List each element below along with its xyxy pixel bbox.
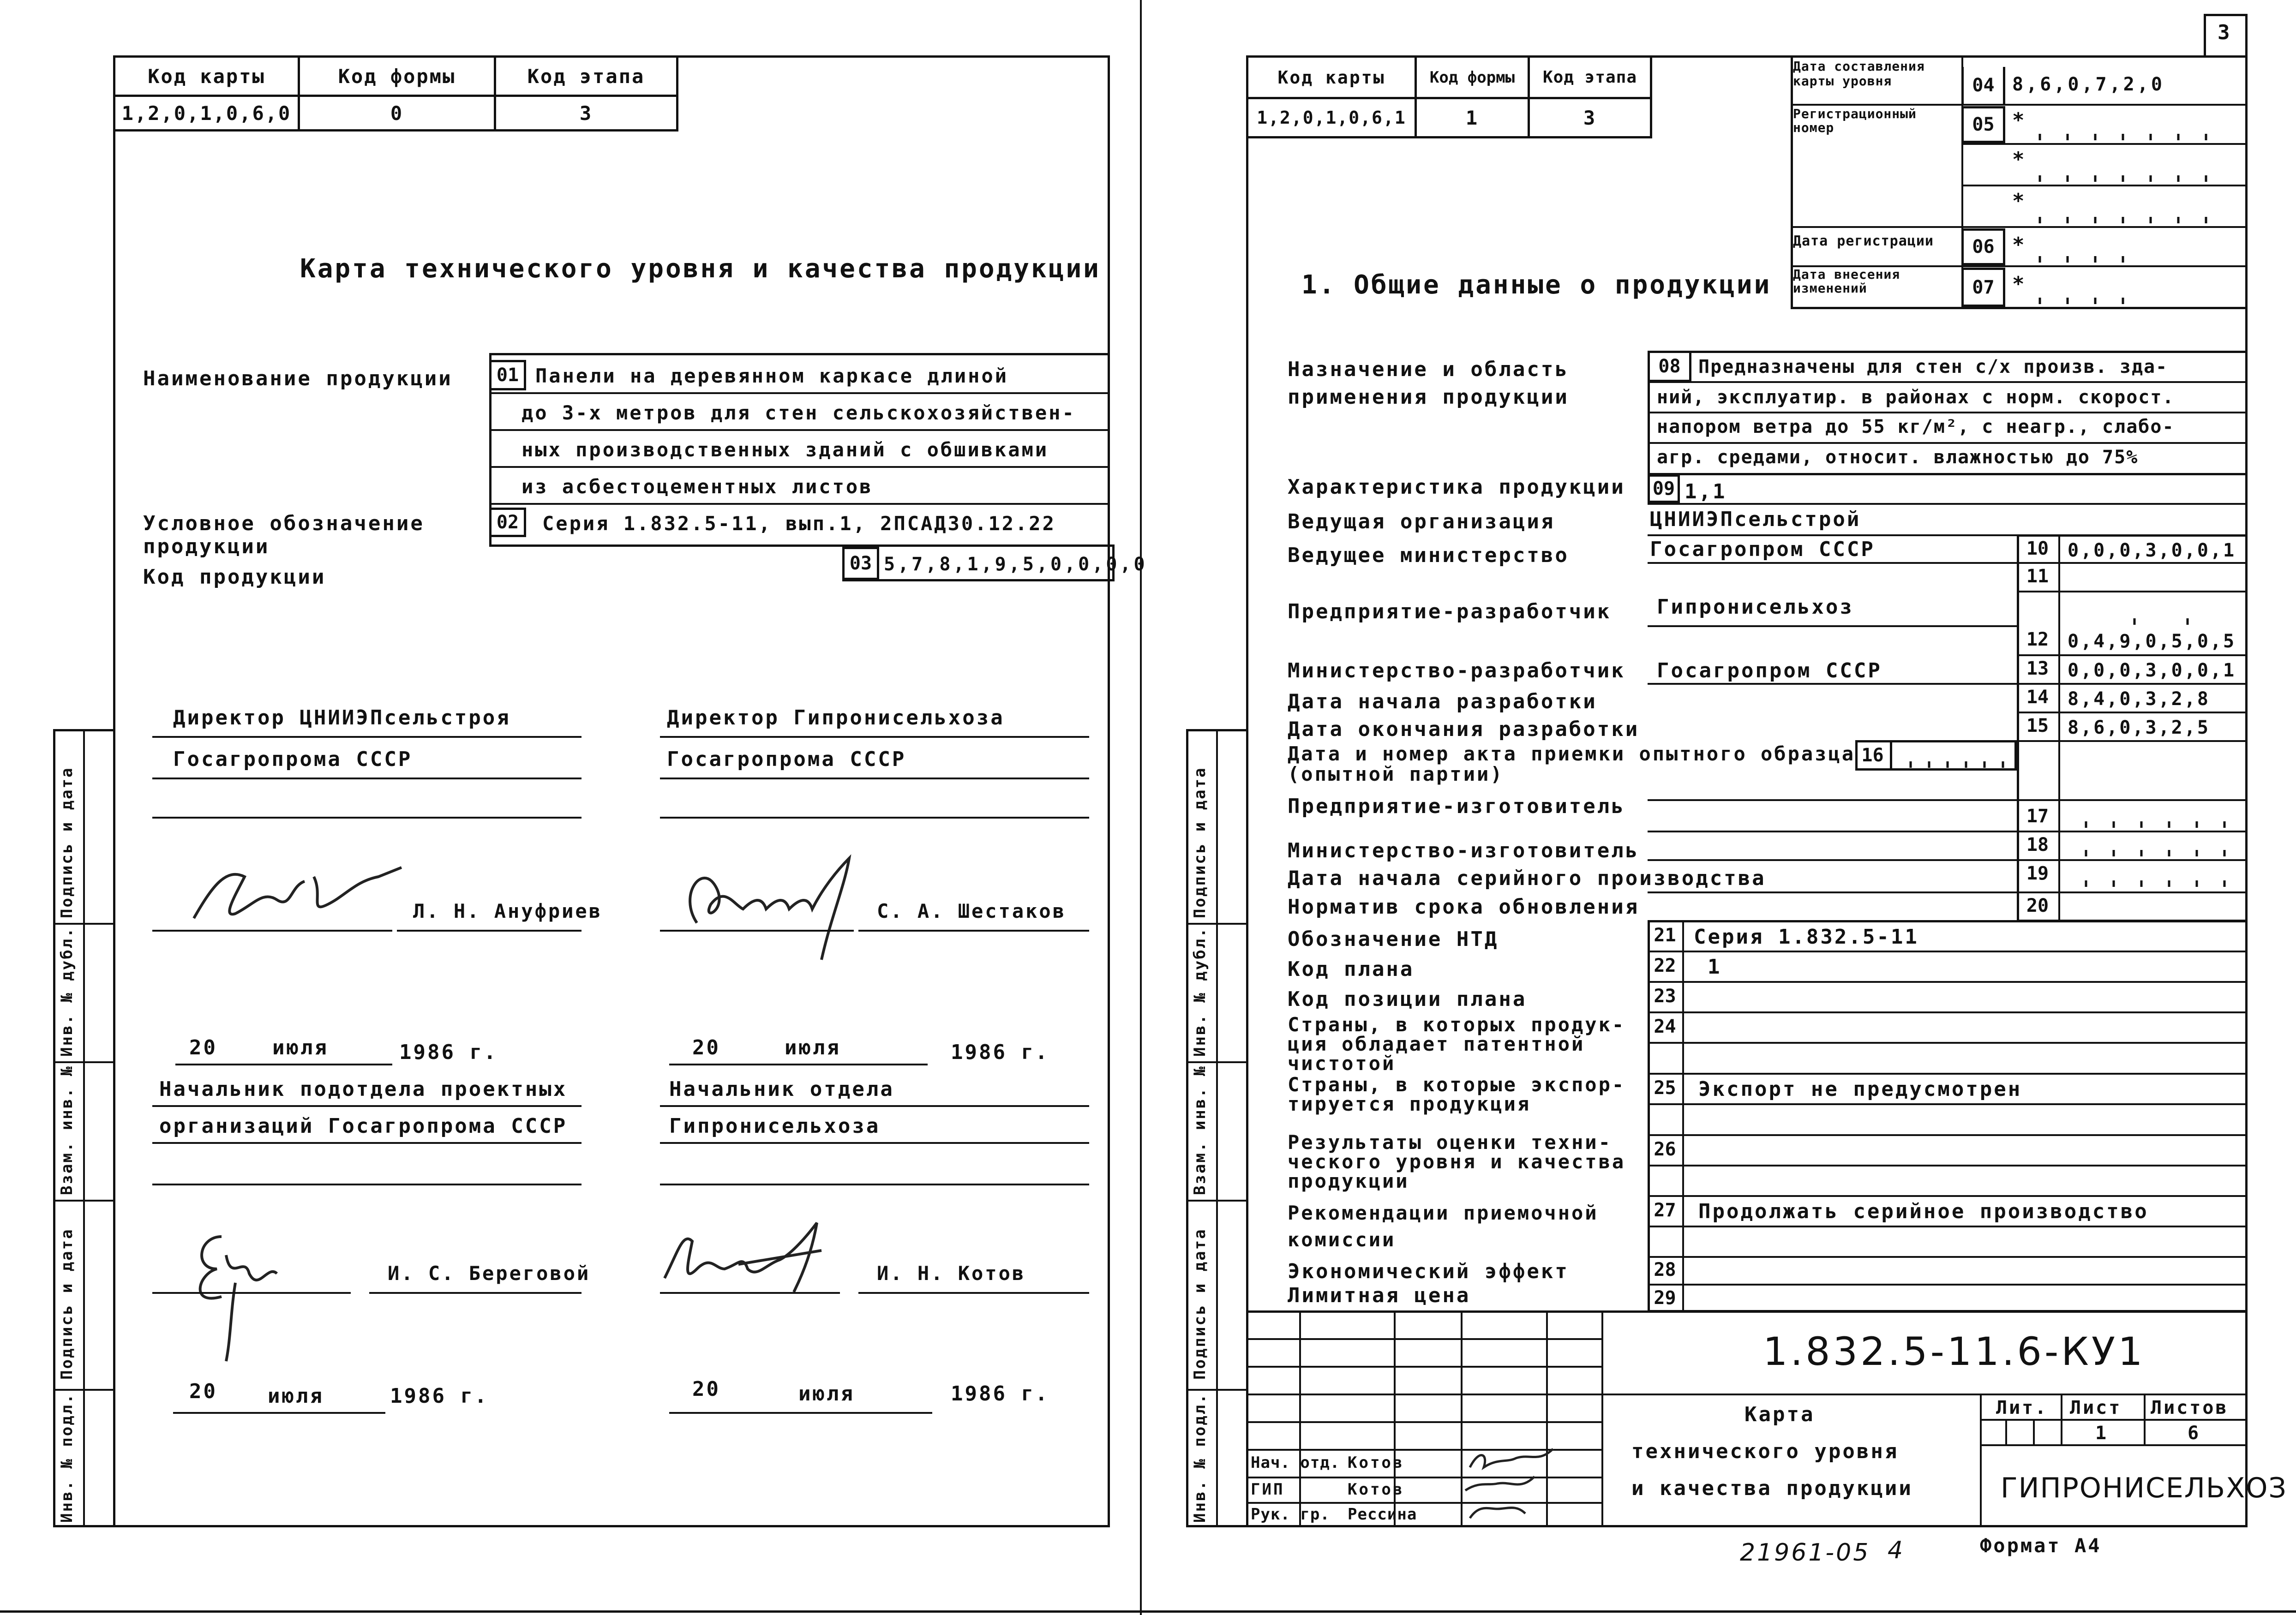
field-11-number: 11: [2026, 566, 2049, 587]
field-21-number: 21: [1654, 925, 1676, 946]
plan-value: 1: [1708, 955, 1722, 979]
field-19-number: 19: [2026, 863, 2049, 884]
reg-star-3: *: [2012, 189, 2026, 213]
field-17-number: 17: [2026, 806, 2049, 827]
ntd-value: Серия 1.832.5-11: [1694, 925, 1919, 949]
compile-date-label: Дата составления карты уровня: [1793, 59, 1925, 89]
field-04-number: 04: [1961, 67, 2005, 104]
sig4-name-rule: [858, 1292, 1089, 1294]
sig4-name: И. Н. Котов: [877, 1262, 1026, 1285]
reg-star-4: *: [2012, 233, 2026, 257]
stage-code-header: Код этапа: [494, 55, 678, 97]
sig4-title-2: Гипронисельхоза: [669, 1114, 881, 1138]
stamp-lit-h1: [1980, 1419, 2248, 1421]
reg-number-label: Регистрационный номер: [1793, 106, 1917, 135]
right-side-label-1: Инв. № подл.: [1191, 1393, 1209, 1523]
code-column-ticks: [2058, 591, 2248, 923]
date1-month: июля: [272, 1036, 329, 1059]
sig2-rule-1: [660, 736, 1089, 738]
name-rule-4: [489, 503, 1110, 505]
characteristic-value: 1,1: [1685, 480, 1727, 503]
field-22-number: 22: [1654, 955, 1676, 976]
product-name-line-4: из асбестоцементных листов: [522, 475, 873, 498]
stamp-person-3: Рессина: [1348, 1505, 1417, 1524]
field-09-number: 09: [1648, 474, 1680, 503]
purpose-rule-2: [1648, 412, 2248, 413]
date3-rule: [173, 1412, 385, 1414]
stamp-title-3: и качества продукции: [1631, 1477, 1913, 1500]
right-side-sep-4: [1186, 1389, 1248, 1391]
form-code-header: Код формы: [298, 55, 496, 97]
evaluation-label: Результаты оценки техни- ческого уровня и качества продукции: [1288, 1131, 1626, 1192]
characteristic-label: Характеристика продукции: [1288, 475, 1625, 499]
purpose-label-1: Назначение и область: [1288, 358, 1569, 381]
stamp-signatures: [1461, 1440, 1599, 1527]
product-name-line-1: Панели на деревянном каркасе длиной: [535, 365, 1009, 387]
field-16-number: 16: [1855, 740, 1892, 771]
footer-page: 4: [1888, 1537, 1905, 1564]
compile-date-value: 8,6,0,7,2,0: [2012, 74, 2165, 95]
left-side-sep-2: [53, 1061, 115, 1063]
code-rule-10: [1648, 562, 2248, 564]
row-rule-09: [1648, 503, 2248, 505]
sig2-title-1: Директор Гипронисельхоза: [667, 706, 1005, 730]
fields-21-29-box: [1648, 920, 2248, 1312]
stamp-role-2: ГИП: [1251, 1480, 1285, 1499]
f-rule-24a: [1648, 1042, 2248, 1044]
dev-start-label: Дата начала разработки: [1288, 690, 1597, 713]
format-label: Формат А4: [1980, 1534, 2102, 1557]
purpose-label-2: применения продукции: [1288, 385, 1569, 409]
left-side-sep-1: [53, 923, 115, 925]
purpose-line-3: напором ветра до 55 кг/м², с неагр., слабо-: [1657, 416, 2175, 437]
field-15-number: 15: [2026, 715, 2049, 736]
sig4-title-1: Начальник отдела: [669, 1077, 894, 1101]
export-value: Экспорт не предусмотрен: [1698, 1077, 2022, 1101]
left-side-label-1: Инв. № подл.: [58, 1393, 76, 1523]
lead-ministry-value: Госагропром СССР: [1650, 538, 1875, 561]
r-card-code-header: Код карты: [1246, 55, 1417, 99]
sig2-signature-image: [669, 844, 868, 969]
stamp-title-2: технического уровня: [1631, 1440, 1899, 1463]
renewal-label: Норматив срока обновления: [1288, 895, 1640, 919]
sig2-line: [660, 930, 854, 932]
field-12-number: 12: [2026, 629, 2049, 650]
stamp-h3: [1246, 1394, 2248, 1395]
left-side-sep-3: [53, 1200, 115, 1202]
sig1-name-rule: [397, 930, 581, 932]
field-06-number: 06: [1961, 228, 2005, 265]
symbol-value: Серия 1.832.5-11, вып.1, 2ПСАД30.12.22: [542, 512, 1056, 535]
field-18-number: 18: [2026, 834, 2049, 855]
stamp-v1: [1601, 1310, 1603, 1527]
name-rule-3: [489, 466, 1110, 468]
reg-star-1: *: [2012, 108, 2026, 132]
field-03-number: 03: [842, 547, 879, 580]
product-name-line-2: до 3-х метров для стен сельскохозяйствен-: [522, 401, 1076, 424]
stamp-lit-v2: [2144, 1394, 2146, 1444]
product-code-value: 5,7,8,1,9,5,0,0,0,0: [884, 554, 1148, 575]
stamp-lit-v1: [2061, 1394, 2062, 1444]
f-rule-23: [1648, 1011, 2248, 1013]
right-side-label-4: Инв. № дубл.: [1191, 927, 1209, 1057]
sig1-name: Л. Н. Ануфриев: [413, 900, 603, 922]
date3-day: 20: [189, 1380, 217, 1403]
stamp-role-1: Нач. отд.: [1251, 1454, 1340, 1472]
sig3-title-1: Начальник подотдела проектных: [159, 1077, 568, 1101]
stamp-lit-h2: [1980, 1444, 2248, 1446]
stamp-person-1: Котов: [1348, 1454, 1404, 1472]
stage-code-value: 3: [494, 95, 678, 132]
right-side-sep-2: [1186, 1061, 1248, 1063]
reg-date-label: Дата регистрации: [1793, 233, 1934, 249]
r-stage-code-header: Код этапа: [1528, 55, 1652, 99]
lit-header: Лит.: [1996, 1397, 2048, 1418]
field-10-number: 10: [2026, 538, 2049, 559]
product-name-label: Наименование продукции: [143, 367, 453, 390]
left-side-label-3: Взам. инв. №: [58, 1065, 76, 1195]
sig1-title-1: Директор ЦНИИЭПсельстроя: [173, 706, 511, 730]
right-side-label-2: Подпись и дата: [1191, 1228, 1209, 1380]
sig1-line: [152, 930, 392, 932]
field-13-code: 0,0,0,3,0,0,1: [2068, 660, 2236, 681]
acceptance-act-label: Дата и номер акта приемки опытного образца (опытной партии): [1288, 742, 1856, 785]
field-07-number: 07: [1961, 268, 2005, 307]
lead-ministry-label: Ведущее министерство: [1288, 544, 1569, 567]
sig1-signature-image: [185, 849, 406, 941]
right-side-sep-3: [1186, 1200, 1248, 1202]
dev-ministry-value: Госагропром СССР: [1657, 659, 1882, 682]
field-25-number: 25: [1654, 1077, 1676, 1099]
field-01-number: 01: [489, 360, 526, 390]
stamp-lit-v4: [2033, 1419, 2035, 1444]
left-side-label-4: Инв. № дубл.: [58, 927, 76, 1057]
right-side-label-5: Подпись и дата: [1191, 766, 1209, 918]
manufacturer-label: Предприятие-изготовитель: [1288, 795, 1625, 818]
bottom-edge-line: [0, 1610, 2296, 1613]
right-side-divider: [1216, 729, 1218, 1527]
form-code-value: 0: [298, 95, 496, 132]
field-26-number: 26: [1654, 1139, 1676, 1160]
field-29-number: 29: [1654, 1287, 1676, 1309]
sig2-rule-3: [660, 817, 1089, 819]
product-name-line-3: ных производственных зданий с обшивками: [522, 438, 1049, 461]
card-code-value: 1,2,0,1,0,6,0: [113, 95, 300, 132]
sig4-rule-3: [660, 1184, 1089, 1185]
patent-label: Страны, в которых продук- ция обладает патентной чистотой: [1288, 1013, 1626, 1075]
sig2-name-rule: [858, 930, 1089, 932]
field-24-number: 24: [1654, 1016, 1676, 1037]
date2-year: 1986 г.: [951, 1041, 1049, 1064]
field-05-number: 05: [1961, 106, 2005, 143]
recommendation-value: Продолжать серийное производство: [1698, 1200, 2149, 1223]
left-side-label-2: Подпись и дата: [58, 1228, 76, 1380]
r-stage-code-value: 3: [1528, 97, 1652, 138]
field-16-ticks: [1892, 743, 2017, 771]
left-side-sep-4: [53, 1389, 115, 1391]
page-fold-line: [1140, 0, 1142, 1615]
sheets-header: Листов: [2151, 1397, 2229, 1418]
change-date-label: Дата внесения изменений: [1793, 267, 1900, 296]
sig4-rule-1: [660, 1105, 1089, 1107]
date4-rule: [669, 1412, 932, 1414]
field-27-number: 27: [1654, 1200, 1676, 1221]
row-rule-developer: [1648, 625, 2017, 627]
sig1-rule-3: [152, 817, 581, 819]
purpose-line-4: агр. средами, относит. влажностью до 75%: [1657, 447, 2139, 468]
product-code-label: Код продукции: [143, 565, 326, 589]
left-title: Карта технического уровня и качества продукции: [300, 254, 1101, 284]
fields-21-29-divider: [1682, 920, 1684, 1312]
sig3-name-rule: [369, 1292, 581, 1294]
f-rule-21: [1648, 951, 2248, 952]
date4-day: 20: [692, 1377, 720, 1401]
doc-code: 1.832.5-11.6-КУ1: [1763, 1329, 2146, 1374]
date2-day: 20: [692, 1036, 720, 1059]
organization-name: ГИПРОНИСЕЛЬХОЗ: [2001, 1472, 2287, 1504]
sig3-rule-1: [152, 1105, 581, 1107]
serial-start-label: Дата начала серийного производства: [1288, 867, 1766, 890]
stamp-person-2: Котов: [1348, 1480, 1404, 1499]
position-label: Код позиции плана: [1288, 987, 1527, 1011]
date1-year: 1986 г.: [399, 1041, 498, 1064]
f-rule-22: [1648, 981, 2248, 983]
date2-month: июля: [785, 1036, 841, 1059]
stamp-role-3: Рук. гр.: [1251, 1505, 1330, 1524]
f-rule-27b: [1648, 1256, 2248, 1258]
sig4-line: [660, 1292, 840, 1294]
dev-end-label: Дата окончания разработки: [1288, 718, 1640, 741]
field-10-code: 0,0,0,3,0,0,1: [2068, 540, 2236, 561]
date3-year: 1986 г.: [390, 1384, 489, 1408]
sig1-title-2: Госагропрома СССР: [173, 748, 413, 771]
stamp-h2: [1246, 1366, 1601, 1368]
field-14-number: 14: [2026, 687, 2049, 708]
f-rule-25a: [1648, 1103, 2248, 1105]
section-title: 1. Общие данные о продукции: [1301, 270, 1772, 300]
f-rule-28: [1648, 1284, 2248, 1286]
purpose-rule-3: [1648, 442, 2248, 444]
date2-rule: [669, 1064, 928, 1065]
sig1-rule-2: [152, 778, 581, 779]
stamp-v2: [1299, 1310, 1301, 1527]
name-rule-2: [489, 429, 1110, 431]
stamp-lit-left: [1980, 1394, 1982, 1527]
page-number: 3: [2218, 21, 2232, 44]
ntd-label: Обозначение НТД: [1288, 927, 1499, 951]
right-side-sep-1: [1186, 923, 1248, 925]
r-form-code-header: Код формы: [1415, 55, 1530, 99]
plan-label: Код плана: [1288, 957, 1415, 981]
field-28-number: 28: [1654, 1259, 1676, 1280]
export-label: Страны, в которые экспор- тируется продукция: [1288, 1073, 1626, 1115]
stamp-h4: [1246, 1421, 1601, 1423]
card-code-header: Код карты: [113, 55, 300, 97]
reg-star-2: *: [2012, 148, 2026, 171]
purpose-line-1: Предназначены для стен с/х произв. зда-: [1698, 356, 2168, 377]
purpose-line-2: ний, эксплуатир. в районах с норм. скорост.: [1657, 387, 2175, 408]
sig3-title-2: организаций Госагропрома СССР: [159, 1114, 568, 1138]
field-08-number: 08: [1648, 351, 1691, 382]
reg-tick-marks: [2012, 69, 2243, 309]
sig3-rule-2: [152, 1142, 581, 1144]
f-rule-24b: [1648, 1073, 2248, 1075]
sheet-value: 1: [2095, 1423, 2109, 1444]
recommendation-label: Рекомендации приемочной комиссии: [1288, 1202, 1599, 1251]
sig1-rule-1: [152, 736, 581, 738]
field-20-number: 20: [2026, 895, 2049, 916]
row-rule-dev-ministry: [1648, 683, 2017, 685]
sig4-rule-2: [660, 1142, 1089, 1144]
field-02-number: 02: [489, 508, 526, 537]
field-15-code: 8,6,0,3,2,5: [2068, 717, 2210, 738]
sig2-rule-2: [660, 778, 1089, 779]
sig3-rule-3: [152, 1184, 581, 1185]
lead-org-value: ЦНИИЭПсельстрой: [1650, 508, 1861, 531]
dev-ministry-label: Министерство-разработчик: [1288, 659, 1625, 682]
sig3-signature-image: [180, 1227, 282, 1366]
left-side-label-5: Подпись и дата: [58, 766, 76, 918]
sig3-name: И. С. Береговой: [388, 1262, 591, 1285]
sig3-line: [152, 1292, 351, 1294]
developer-value: Гипронисельхоз: [1657, 595, 1854, 619]
stamp-lit-v3: [2005, 1419, 2007, 1444]
sheets-value: 6: [2188, 1423, 2201, 1444]
field-12-code: 0,4,9,0,5,0,5: [2068, 631, 2236, 652]
f-rule-26b: [1648, 1195, 2248, 1197]
mfr-ministry-label: Министерство-изготовитель: [1288, 839, 1640, 862]
sig4-signature-image: [655, 1214, 840, 1301]
r-form-code-value: 1: [1415, 97, 1530, 138]
f-rule-25b: [1648, 1134, 2248, 1136]
sheet-header: Лист: [2070, 1397, 2122, 1418]
stamp-top: [1246, 1310, 2248, 1313]
left-side-divider: [83, 729, 85, 1527]
field-23-number: 23: [1654, 986, 1676, 1007]
reg-star-5: *: [2012, 272, 2026, 296]
date4-year: 1986 г.: [951, 1382, 1049, 1406]
name-rule-1: [489, 392, 1110, 394]
r-card-code-value: 1,2,0,1,0,6,1: [1246, 97, 1417, 138]
field-14-code: 8,4,0,3,2,8: [2068, 688, 2210, 710]
footer-number: 21961-05: [1740, 1539, 1870, 1567]
purpose-rule-1: [1648, 381, 2248, 383]
sig2-name: С. А. Шестаков: [877, 900, 1067, 922]
stamp-h1: [1246, 1338, 1601, 1340]
date1-day: 20: [189, 1036, 217, 1059]
price-label: Лимитная цена: [1288, 1284, 1471, 1307]
economic-effect-label: Экономический эффект: [1288, 1260, 1569, 1283]
f-rule-26a: [1648, 1165, 2248, 1166]
field-13-number: 13: [2026, 658, 2049, 679]
date3-month: июля: [268, 1384, 324, 1408]
sig2-title-2: Госагропрома СССР: [667, 748, 906, 771]
stamp-title-1: Карта: [1744, 1403, 1815, 1426]
symbol-label: Условное обозначение продукции: [143, 512, 425, 558]
developer-label: Предприятие-разработчик: [1288, 600, 1612, 623]
date1-rule: [175, 1064, 392, 1065]
right-side-label-3: Взам. инв. №: [1191, 1065, 1209, 1195]
date4-month: июля: [798, 1382, 855, 1406]
lead-org-label: Ведущая организация: [1288, 510, 1555, 533]
f-rule-27a: [1648, 1226, 2248, 1227]
